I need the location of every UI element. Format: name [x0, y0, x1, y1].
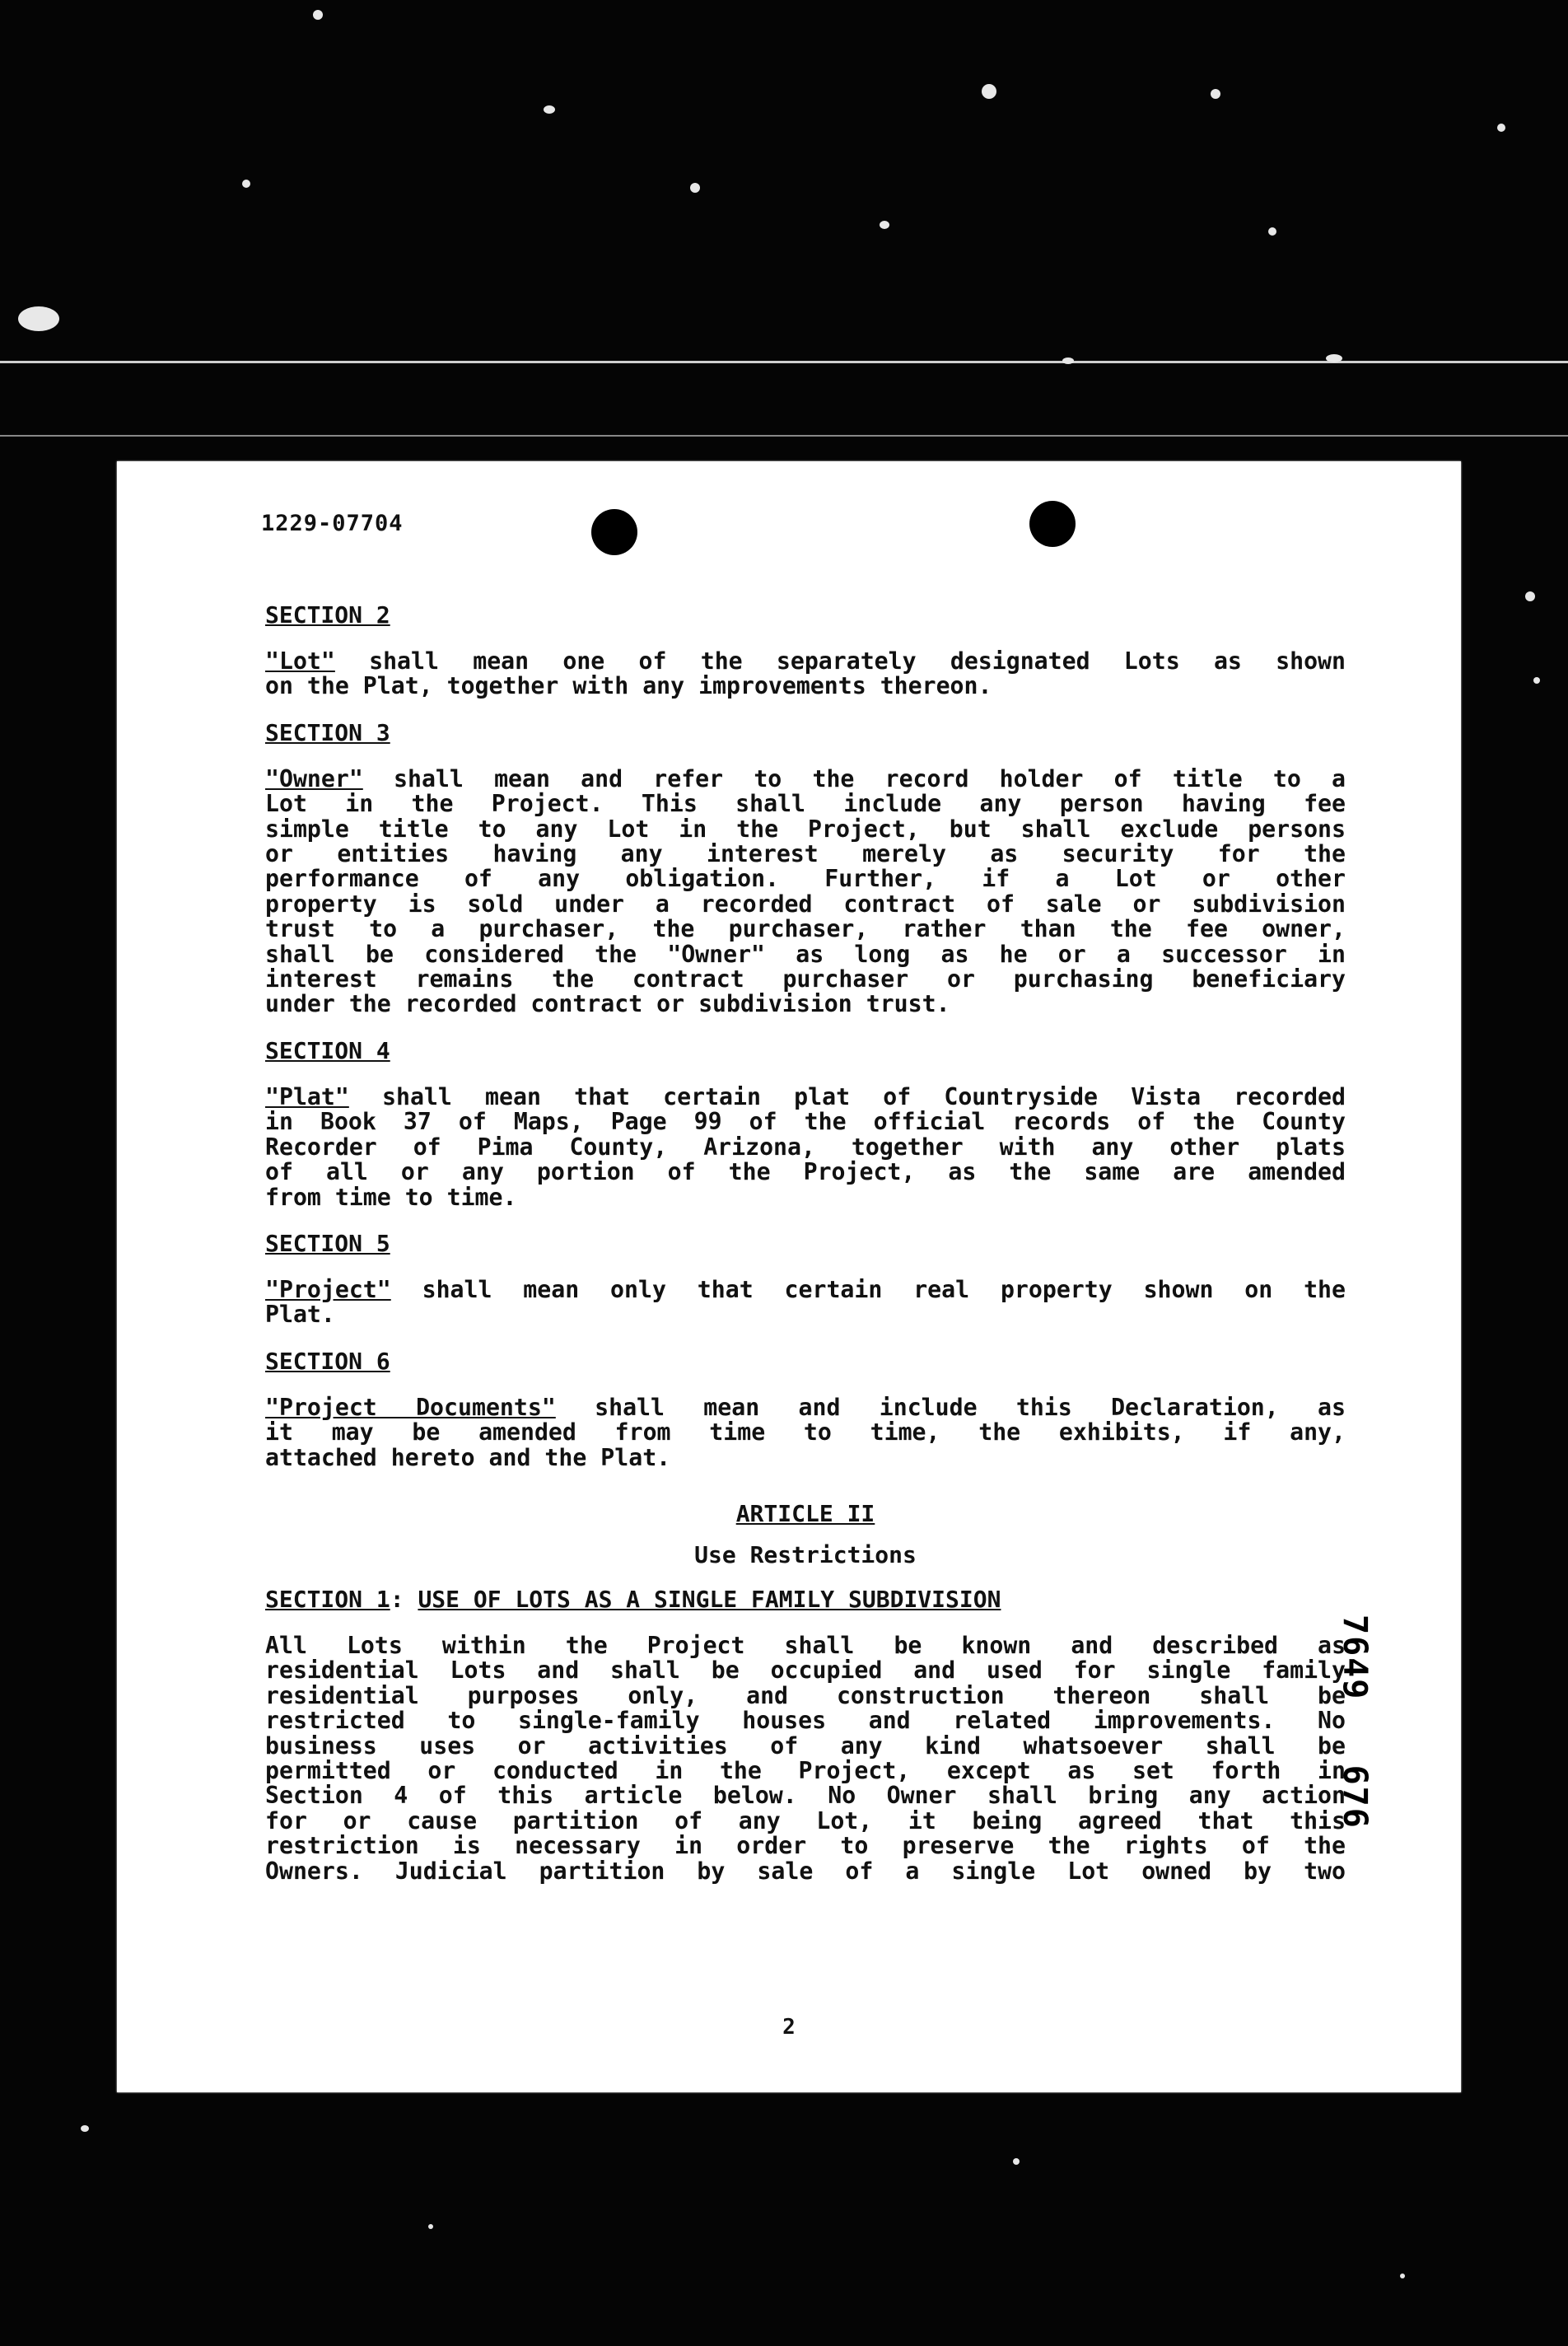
defined-term: "Project"	[265, 1275, 391, 1303]
dust-speck	[1268, 227, 1276, 236]
paragraph-line: Owners. Judicial partition by sale of a single Lot owned by two	[265, 1857, 1346, 1885]
section-paragraph	[265, 764, 1346, 1018]
paragraph-line: All Lots within the Project shall be known and described as	[265, 1631, 1346, 1659]
recording-stamp-text: 7649 676	[1336, 1615, 1374, 1830]
dust-speck	[1326, 354, 1342, 362]
paragraph-line: "Lot" shall mean one of the separately designated Lots as shown	[265, 647, 1346, 675]
section-6	[265, 1349, 1346, 1470]
paragraph-line: simple title to any Lot in the Project, but shall exclude persons	[265, 815, 1346, 843]
document-body	[265, 603, 1346, 1905]
paragraph-line: "Owner" shall mean and refer to the record holder of title to a	[265, 764, 1346, 792]
punch-hole	[591, 509, 637, 555]
paragraph-line: performance of any obligation. Further, if a Lot or other	[265, 865, 1346, 893]
dust-speck	[1211, 89, 1220, 99]
section-3	[265, 718, 1346, 1018]
scan-streak	[0, 435, 1568, 437]
paragraph-line: "Plat" shall mean that certain plat of Countryside Vista recorded	[265, 1082, 1346, 1110]
paragraph-line: property is sold under a recorded contract of sale or subdivision	[265, 890, 1346, 918]
paragraph-line: attached hereto and the Plat.	[265, 1443, 671, 1471]
paragraph-line: permitted or conducted in the Project, except as set forth in	[265, 1756, 1346, 1784]
paragraph-line: trust to a purchaser, the purchaser, rather than the fee owner,	[265, 915, 1346, 943]
section-heading: SECTION 5	[265, 1229, 390, 1257]
section-heading: SECTION 2	[265, 601, 390, 629]
defined-term: "Project Documents"	[265, 1393, 556, 1421]
dust-speck	[81, 2125, 89, 2132]
section-heading: SECTION 6	[265, 1347, 390, 1375]
defined-term: "Owner"	[265, 764, 363, 792]
paragraph-line: for or cause partition of any Lot, it being agreed that this	[265, 1806, 1346, 1834]
dust-speck	[18, 306, 59, 331]
section-1-heading	[265, 1587, 1346, 1612]
paragraph-line: of all or any portion of the Project, as the same are amended	[265, 1158, 1346, 1186]
section-paragraph	[265, 1082, 1346, 1211]
recording-stamp	[1334, 1615, 1384, 1878]
dust-speck	[1497, 124, 1505, 132]
defined-term: "Lot"	[265, 647, 335, 675]
section-5	[265, 1231, 1346, 1328]
paragraph-line: under the recorded contract or subdivision trust.	[265, 990, 950, 1018]
dust-speck	[1062, 358, 1074, 364]
dust-speck	[880, 221, 889, 229]
section-1-paragraph	[265, 1633, 1346, 1884]
section-heading: SECTION 4	[265, 1036, 390, 1064]
section-4	[265, 1036, 1346, 1211]
section-paragraph	[265, 649, 1346, 699]
paragraph-line: residential purposes only, and construction thereon shall be	[265, 1681, 1346, 1709]
paragraph-line: it may be amended from time to time, the exhibits, if any,	[265, 1418, 1346, 1446]
document-page	[117, 461, 1461, 2092]
dust-speck	[1533, 677, 1540, 684]
dust-speck	[982, 84, 996, 99]
dust-speck	[313, 10, 323, 20]
paragraph-line: in Book 37 of Maps, Page 99 of the official records of the County	[265, 1108, 1346, 1136]
section-separator: :	[390, 1585, 418, 1613]
page-number: 2	[782, 2015, 796, 2040]
paragraph-line: restricted to single-family houses and related improvements. No	[265, 1707, 1346, 1735]
dust-speck	[428, 2224, 433, 2229]
section-2	[265, 603, 1346, 699]
paragraph-line: business uses or activities of any kind whatsoever shall be	[265, 1731, 1346, 1760]
article-title: ARTICLE II	[735, 1499, 875, 1527]
paragraph-line: residential Lots and shall be occupied and used for single family	[265, 1657, 1346, 1685]
dust-speck	[1525, 591, 1535, 601]
paragraph-line: on the Plat, together with any improvements thereon.	[265, 672, 992, 700]
punch-hole	[1029, 501, 1076, 547]
paragraph-line: "Project Documents" shall mean and include this Declaration, as	[265, 1393, 1346, 1421]
paragraph-line: "Project" shall mean only that certain real property shown on the	[265, 1275, 1346, 1303]
section-title: USE OF LOTS AS A SINGLE FAMILY SUBDIVISION	[418, 1585, 1001, 1613]
dust-speck	[690, 183, 700, 193]
paragraph-line: Plat.	[265, 1301, 335, 1329]
dust-speck	[242, 180, 250, 188]
paragraph-line: interest remains the contract purchaser or purchasing beneficiary	[265, 965, 1346, 993]
paragraph-line: or entities having any interest merely as security for the	[265, 840, 1346, 868]
article-subtitle: Use Restrictions	[694, 1540, 917, 1568]
paragraph-line: Recorder of Pima County, Arizona, together with any other plats	[265, 1133, 1346, 1161]
section-label: SECTION 1	[265, 1585, 390, 1613]
defined-term: "Plat"	[265, 1082, 349, 1110]
dust-speck	[1013, 2158, 1020, 2165]
paragraph-line: Section 4 of this article below. No Owner shall bring any action	[265, 1782, 1346, 1810]
document-number: 1229-07704	[261, 511, 404, 536]
section-paragraph	[265, 1275, 1346, 1329]
section-paragraph	[265, 1395, 1346, 1470]
paragraph-line: from time to time.	[265, 1183, 517, 1211]
dust-speck	[1400, 2274, 1405, 2278]
section-heading: SECTION 3	[265, 718, 390, 746]
dust-speck	[544, 105, 555, 114]
paragraph-line: Lot in the Project. This shall include any person having fee	[265, 790, 1346, 818]
paragraph-line: restriction is necessary in order to preserve the rights of the	[265, 1832, 1346, 1860]
paragraph-line: shall be considered the "Owner" as long as he or a successor in	[265, 940, 1346, 968]
